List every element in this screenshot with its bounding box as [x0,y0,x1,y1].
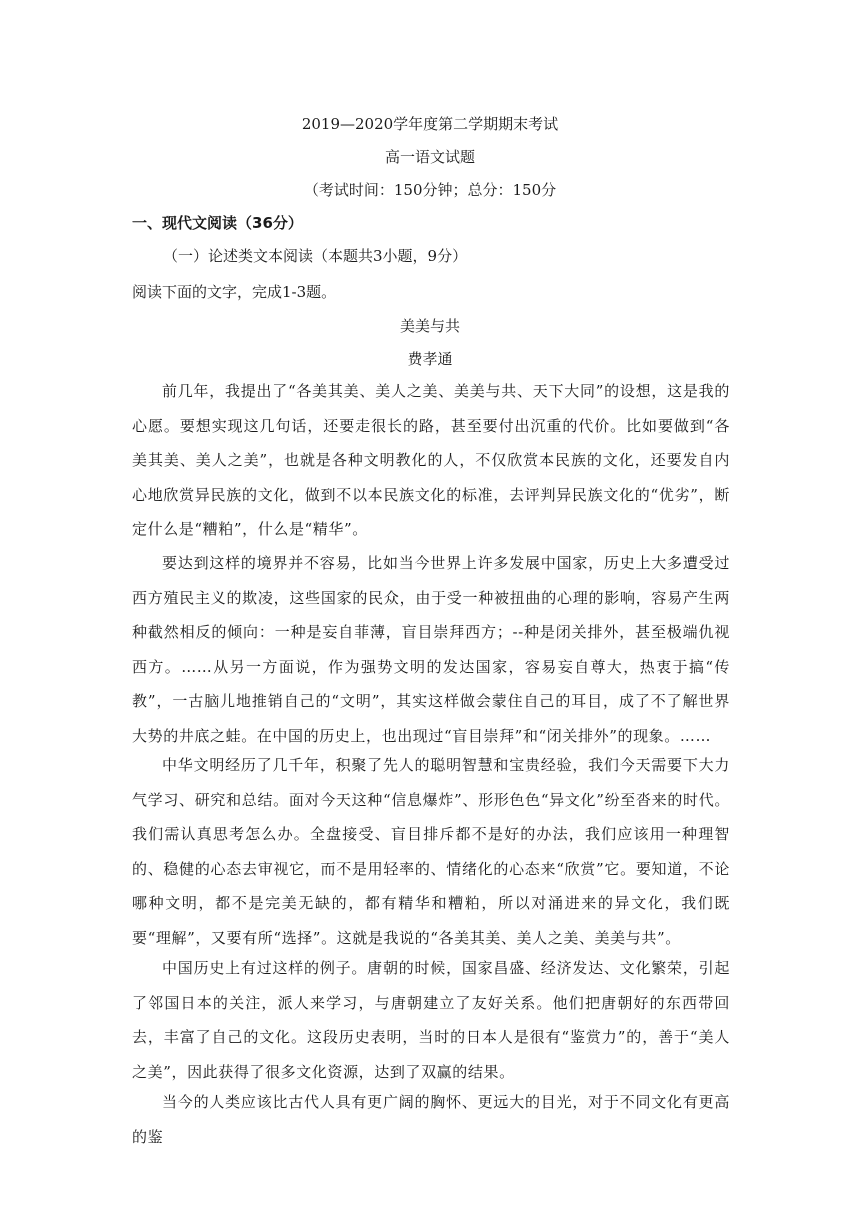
article-paragraph-4: 中国历史上有过这样的例子。唐朝的时候，国家昌盛、经济发达、文化繁荣，引起了邻国日本的关注，派人来学习，与唐朝建立了友好关系。他们把唐朝好的东西带回去，丰富了自己的文化。这段历史表明，当时的日本人是很有“鉴赏力”的，善于“美人之美”，因此获得了很多文化资源，达到了双赢的结果。 [132,959,730,1081]
article-paragraph-5: 当今的人类应该比古代人具有更广阔的胸怀、更远大的目光，对于不同文化有更高的鉴 [132,1093,730,1146]
article-title: 美美与共 [399,317,460,335]
reading-instruction: 阅读下面的文字，完成1-3题。 [132,283,337,301]
article-paragraph-3: 中华文明经历了几千年，积聚了先人的聪明智慧和宝贵经验，我们今天需要下大力气学习、研究和总结。面对今天这种“信息爆炸”、形形色色“异文化”纷至沓来的时代。我们需认真思考怎么办。全盘接受、盲目排斥都不是好的办法，我们应该用一种理智的、稳健的心态去审视它，而不是用轻率的、情绪化的心态来“欣赏”它。要知道，不论哪种文明，都不是完美无缺的，都有精华和糟粕，所以对涌进来的异文化，我们既要“理解”，又要有所“选择”。这就是我说的“各美其美、美人之美、美美与共”。 [132,756,730,947]
subsection-heading: （一）论述类文本阅读（本题共3小题，9分） [163,247,468,265]
article-paragraph-2: 要达到这样的境界并不容易，比如当今世界上许多发展中国家，历史上大多遭受过西方殖民主义的欺凌，这些国家的民众，由于受一种被扭曲的心理的影响，容易产生两种截然相反的倾向：一种是妄自菲薄，盲目崇拜西方；--种是闭关排外，甚至极端仇视西方。……从另一方面说，作为强势文明的发达国家，容易妄自尊大，热衷于搞“传教”，一古脑儿地推销自己的“文明”，其实这样做会蒙住自己的耳目，成了不了解世界大势的井底之蛙。在中国的历史上，也出现过“盲目崇拜”和“闭关排外”的现象。…… [132,554,730,745]
exam-title: 2019—2020学年度第二学期期末考试 [301,115,559,133]
article-author: 费孝通 [407,350,453,368]
paper-title: 高一语文试题 [384,148,475,166]
article-paragraph-1: 前几年，我提出了“各美其美、美人之美、美美与共、天下大同”的设想，这是我的心愿。要想实现这几句话，还要走很长的路，甚至要付出沉重的代价。比如要做到“各美其美、美人之美”，也就是各种文明教化的人，不仅欣赏本民族的文化，还要发自内心地欣赏异民族的文化，做到不以本民族文化的标准，去评判异民族文化的“优劣”，断定什么是“糟粕”，什么是“精华”。 [132,382,730,538]
exam-info: （考试时间：150分钟；总分：150分 [303,181,557,199]
section-heading: 一、现代文阅读（36分） [132,214,303,232]
